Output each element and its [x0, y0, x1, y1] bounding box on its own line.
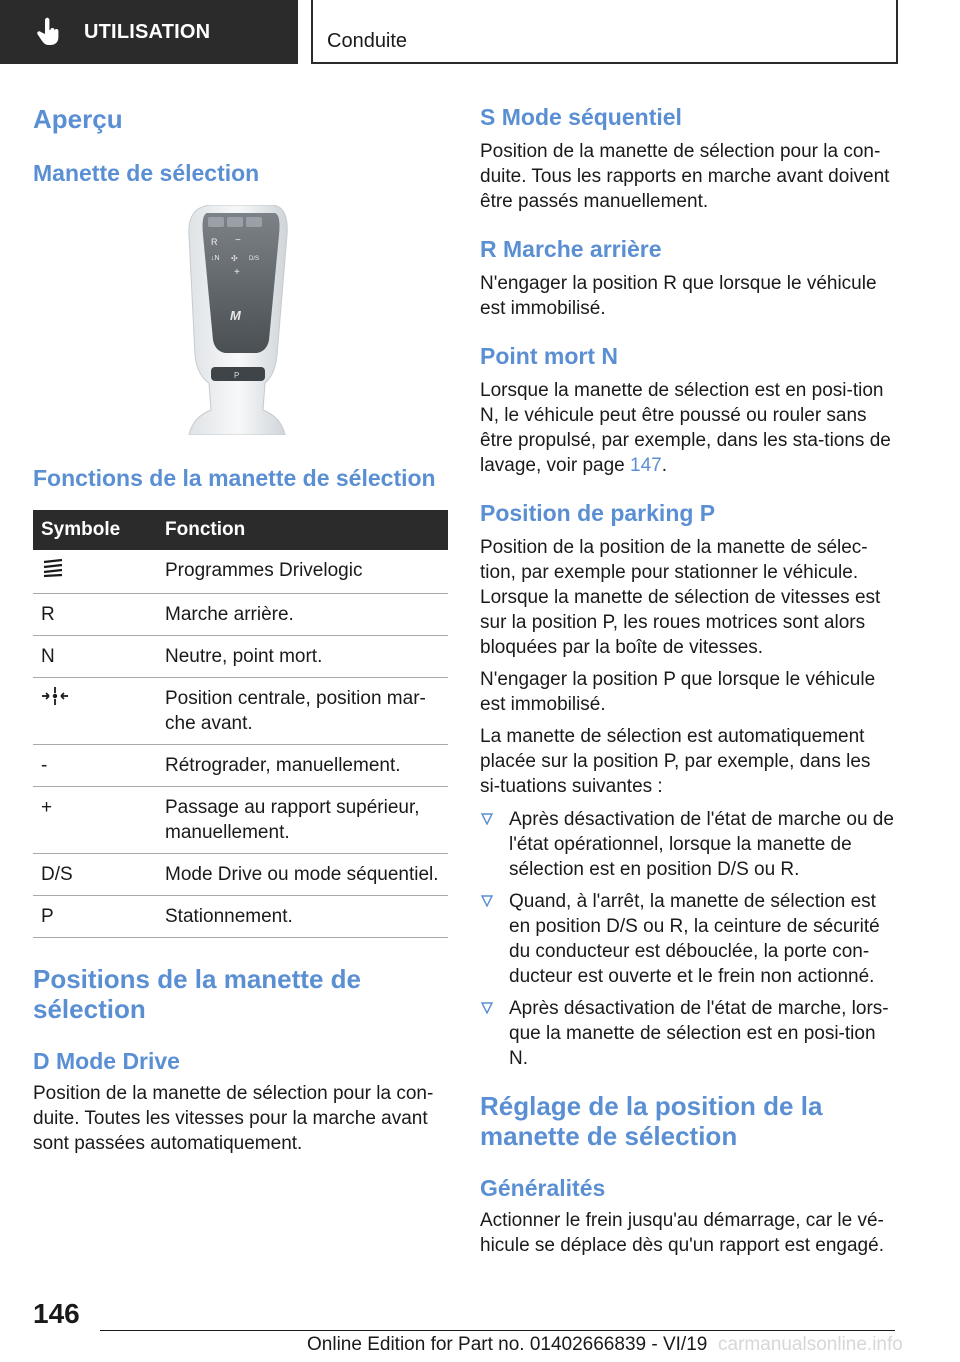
list-item-text: Quand, à l'arrêt, la manette de sélection est en position D/S ou R, la ceinture de sécurité du conducteur est débouclée, la porte con-ducteur est ouverte et le frein non actionné. — [509, 891, 880, 987]
parking-text-1: Position de la position de la manette de sélec-tion, par exemple pour stationner le véhicule. Lorsque la manette de sélection de vitesses est sur la position P, les roues motrices sont alors bloquées par la boîte de vitesses. — [480, 537, 881, 658]
table-row — [33, 854, 448, 896]
adjust-heading: Réglage de la position de la manette de sélection — [480, 1091, 823, 1151]
function-cell: Neutre, point mort. — [157, 636, 448, 678]
table-row — [33, 896, 448, 938]
gear-selector-image — [181, 205, 301, 435]
function-cell: Rétrograder, manuellement. — [157, 745, 448, 787]
svg-text:−: − — [234, 235, 241, 246]
drive-mode-heading: D Mode Drive — [33, 1048, 180, 1074]
section-label: UTILISATION — [84, 20, 211, 43]
positions-heading: Positions de la manette de sélection — [33, 964, 361, 1024]
svg-text:↓N: ↓N — [210, 255, 220, 262]
symbol-cell — [33, 550, 157, 594]
list-item — [480, 807, 895, 882]
svg-text:✣: ✣ — [230, 254, 238, 263]
function-cell: Mode Drive ou mode séquentiel. — [157, 854, 448, 896]
page-reference-link[interactable]: 147 — [630, 455, 662, 476]
general-heading: Généralités — [480, 1175, 606, 1201]
list-item-text: Après désactivation de l'état de marche ou de l'état opérationnel, lorsque la manette de sélection est en position D/S ou R. — [509, 809, 894, 880]
svg-text:P: P — [233, 371, 239, 380]
neutral-text-body: Lorsque la manette de sélection est en posi-tion N, le véhicule peut être poussé ou rouler sans être propulsé, par exemple, dans les sta-tions de lavage, voir page — [480, 380, 891, 476]
symbol-cell: N — [33, 636, 157, 678]
parking-heading: Position de parking P — [480, 500, 716, 526]
right-column — [480, 100, 895, 1258]
general-text: Actionner le frein jusqu'au démarrage, car le vé-hicule se déplace dès qu'un rapport est engagé. — [480, 1210, 884, 1256]
table-row — [33, 594, 448, 636]
reverse-heading: R Marche arrière — [480, 236, 662, 262]
triangle-bullet-icon — [481, 895, 493, 907]
function-cell: Passage au rapport supérieur, manuellement. — [157, 787, 448, 854]
function-cell: Position centrale, position mar-che avant. — [157, 678, 448, 745]
drive-mode-text: Position de la manette de sélection pour la con-duite. Toutes les vitesses pour la marche avant sont passées automatiquement. — [33, 1083, 434, 1154]
auto-park-list — [480, 807, 895, 1071]
section-tab — [0, 0, 298, 64]
parking-text-2: N'engager la position P que lorsque le véhicule est immobilisé. — [480, 669, 876, 715]
symbol-cell — [33, 678, 157, 745]
symbol-cell: - — [33, 745, 157, 787]
m-logo: M — [229, 308, 241, 323]
drivelogic-icon — [41, 558, 65, 578]
function-cell: Programmes Drivelogic — [157, 550, 448, 594]
neutral-text-end: . — [661, 455, 667, 476]
list-item — [480, 889, 895, 989]
central-position-icon — [41, 686, 69, 706]
neutral-heading: Point mort N — [480, 343, 618, 369]
symbol-cell: R — [33, 594, 157, 636]
chapter-box — [311, 0, 898, 64]
edition-text: Online Edition for Part no. 01402666839 - VI/19 — [307, 1334, 708, 1355]
reverse-text: N'engager la position R que lorsque le véhicule est immobilisé. — [480, 273, 877, 319]
svg-text:D/S: D/S — [248, 256, 259, 262]
watermark-text: carmanualsonline.info — [718, 1334, 903, 1355]
symbol-cell: P — [33, 896, 157, 938]
page-title: Aperçu — [33, 104, 123, 134]
symbol-cell: D/S — [33, 854, 157, 896]
function-cell: Marche arrière. — [157, 594, 448, 636]
column-header-symbol: Symbole — [33, 510, 157, 550]
sequential-mode-text: Position de la manette de sélection pour la con-duite. Tous les rapports en marche avant doivent être passés manuellement. — [480, 141, 890, 212]
triangle-bullet-icon — [481, 813, 493, 825]
neutral-text — [480, 378, 895, 478]
column-header-function: Fonction — [157, 510, 448, 550]
triangle-bullet-icon — [481, 1002, 493, 1014]
selector-heading: Manette de sélection — [33, 160, 260, 186]
table-row — [33, 678, 448, 745]
table-row — [33, 636, 448, 678]
table-header-row — [33, 510, 448, 550]
functions-table — [33, 510, 448, 938]
left-column — [33, 100, 448, 1156]
svg-text:+: + — [233, 267, 240, 278]
footer-divider — [100, 1330, 895, 1331]
functions-heading: Fonctions de la manette de sélection — [33, 465, 436, 491]
table-row — [33, 550, 448, 594]
hand-pointer-icon — [34, 17, 64, 47]
chapter-label: Conduite — [327, 30, 408, 52]
svg-text:R: R — [210, 237, 217, 247]
list-item-text: Après désactivation de l'état de marche, lors-que la manette de sélection est en posi-tion N. — [509, 998, 889, 1069]
list-item — [480, 996, 895, 1071]
table-row — [33, 745, 448, 787]
page-number: 146 — [33, 1298, 80, 1329]
parking-text-3: La manette de sélection est automatiquement placée sur la position P, par exemple, dans les si-tuations suivantes : — [480, 726, 871, 797]
table-row — [33, 787, 448, 854]
sequential-mode-heading: S Mode séquentiel — [480, 104, 682, 130]
function-cell: Stationnement. — [157, 896, 448, 938]
symbol-cell: + — [33, 787, 157, 854]
